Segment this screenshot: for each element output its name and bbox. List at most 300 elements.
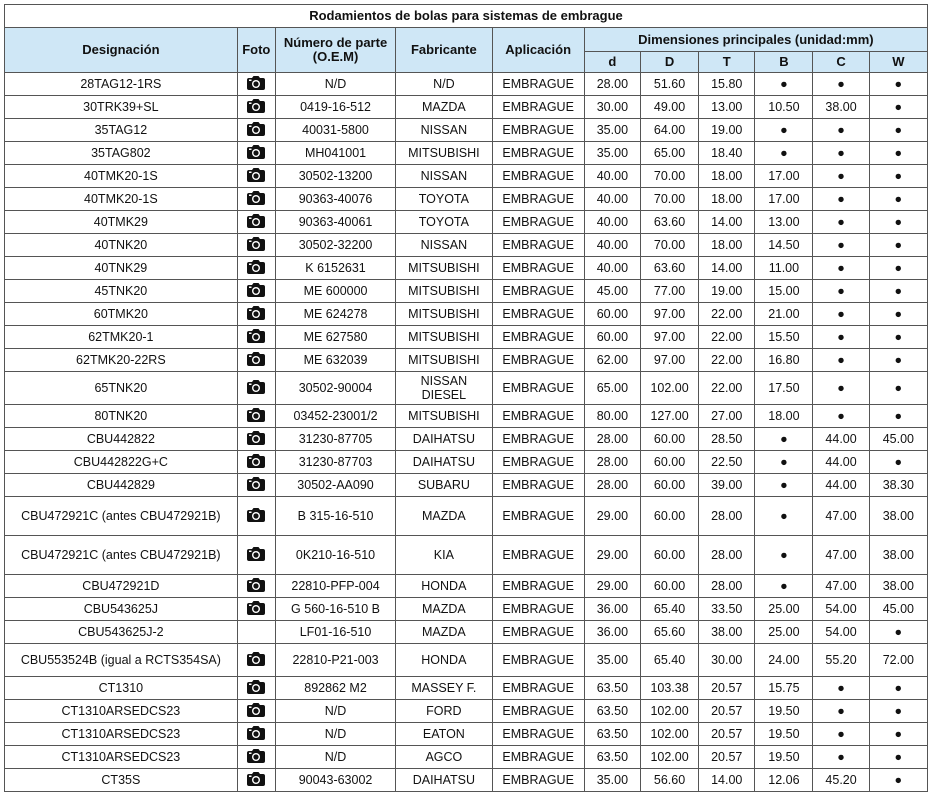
cell-foto[interactable]: [237, 303, 275, 326]
cell-d: 60.00: [584, 326, 640, 349]
cell-T: 30.00: [699, 644, 755, 677]
camera-icon[interactable]: [246, 476, 266, 495]
cell-designacion: 62TMK20-1: [5, 326, 238, 349]
cell-aplicacion: EMBRAGUE: [492, 723, 584, 746]
cell-oem: 30502-32200: [275, 234, 395, 257]
cell-B: 19.50: [755, 700, 813, 723]
cell-B: ●: [755, 536, 813, 575]
cell-fabricante: NISSAN: [396, 165, 492, 188]
cell-d: 35.00: [584, 769, 640, 792]
cell-C: 47.00: [813, 536, 869, 575]
cell-aplicacion: EMBRAGUE: [492, 621, 584, 644]
cell-W: ●: [869, 211, 927, 234]
cell-T: 14.00: [699, 257, 755, 280]
cell-C: ●: [813, 677, 869, 700]
cell-W: 38.30: [869, 474, 927, 497]
cell-d: 80.00: [584, 405, 640, 428]
table-row: [5, 349, 928, 372]
cell-fabricante: TOYOTA: [396, 188, 492, 211]
cell-fabricante: DAIHATSU: [396, 428, 492, 451]
table-row: [5, 234, 928, 257]
cell-T: 20.57: [699, 700, 755, 723]
camera-icon[interactable]: [246, 144, 266, 163]
cell-C: ●: [813, 119, 869, 142]
table-row: [5, 303, 928, 326]
camera-icon[interactable]: [246, 236, 266, 255]
cell-oem: 892862 M2: [275, 677, 395, 700]
cell-T: 22.50: [699, 451, 755, 474]
cell-W: 72.00: [869, 644, 927, 677]
cell-fabricante: MITSUBISHI: [396, 303, 492, 326]
cell-aplicacion: EMBRAGUE: [492, 326, 584, 349]
camera-icon[interactable]: [246, 305, 266, 324]
camera-icon[interactable]: [246, 259, 266, 278]
cell-aplicacion: EMBRAGUE: [492, 497, 584, 536]
table-row: [5, 257, 928, 280]
cell-aplicacion: EMBRAGUE: [492, 142, 584, 165]
cell-foto[interactable]: [237, 428, 275, 451]
cell-designacion: CBU543625J: [5, 598, 238, 621]
camera-icon[interactable]: [246, 651, 266, 670]
cell-foto[interactable]: [237, 349, 275, 372]
cell-T: 22.00: [699, 349, 755, 372]
cell-d: 29.00: [584, 497, 640, 536]
cell-oem: ME 627580: [275, 326, 395, 349]
cell-oem: ME 624278: [275, 303, 395, 326]
header-T: T: [699, 52, 755, 73]
camera-icon[interactable]: [246, 546, 266, 565]
cell-W: ●: [869, 73, 927, 96]
cell-W: ●: [869, 700, 927, 723]
cell-W: ●: [869, 372, 927, 405]
cell-B: ●: [755, 428, 813, 451]
cell-B: 17.00: [755, 165, 813, 188]
cell-fabricante: MASSEY F.: [396, 677, 492, 700]
cell-foto[interactable]: [237, 280, 275, 303]
cell-designacion: 60TMK20: [5, 303, 238, 326]
cell-C: 47.00: [813, 497, 869, 536]
camera-icon[interactable]: [246, 771, 266, 790]
cell-aplicacion: EMBRAGUE: [492, 536, 584, 575]
cell-D-upper: 77.00: [640, 280, 698, 303]
camera-icon[interactable]: [246, 407, 266, 426]
cell-aplicacion: EMBRAGUE: [492, 303, 584, 326]
header-fabricante: Fabricante: [396, 28, 492, 73]
cell-B: 25.00: [755, 621, 813, 644]
cell-foto[interactable]: [237, 73, 275, 96]
cell-D-upper: 60.00: [640, 575, 698, 598]
cell-oem: G 560-16-510 B: [275, 598, 395, 621]
cell-aplicacion: EMBRAGUE: [492, 746, 584, 769]
cell-B: 25.00: [755, 598, 813, 621]
cell-T: 38.00: [699, 621, 755, 644]
cell-C: ●: [813, 280, 869, 303]
cell-fabricante: KIA: [396, 536, 492, 575]
cell-W: ●: [869, 96, 927, 119]
cell-T: 33.50: [699, 598, 755, 621]
cell-foto[interactable]: [237, 474, 275, 497]
cell-W: 38.00: [869, 497, 927, 536]
cell-W: ●: [869, 746, 927, 769]
cell-B: 17.00: [755, 188, 813, 211]
cell-designacion: 80TNK20: [5, 405, 238, 428]
header-numero-parte-line2: (O.E.M): [312, 49, 359, 64]
cell-B: 14.50: [755, 234, 813, 257]
cell-T: 28.00: [699, 536, 755, 575]
cell-T: 18.00: [699, 234, 755, 257]
cell-D-upper: 102.00: [640, 700, 698, 723]
cell-C: 54.00: [813, 598, 869, 621]
cell-fabricante: DAIHATSU: [396, 451, 492, 474]
camera-icon[interactable]: [246, 702, 266, 721]
cell-oem: N/D: [275, 723, 395, 746]
cell-oem: N/D: [275, 700, 395, 723]
cell-foto[interactable]: [237, 723, 275, 746]
cell-C: ●: [813, 188, 869, 211]
cell-W: ●: [869, 165, 927, 188]
cell-fabricante: MAZDA: [396, 96, 492, 119]
cell-aplicacion: EMBRAGUE: [492, 96, 584, 119]
camera-icon[interactable]: [246, 282, 266, 301]
cell-oem: 30502-13200: [275, 165, 395, 188]
cell-oem: MH041001: [275, 142, 395, 165]
cell-d: 35.00: [584, 119, 640, 142]
table-row: [5, 536, 928, 575]
cell-aplicacion: EMBRAGUE: [492, 211, 584, 234]
cell-T: 13.00: [699, 96, 755, 119]
cell-C: 47.00: [813, 575, 869, 598]
cell-oem: B 315-16-510: [275, 497, 395, 536]
cell-fabricante: AGCO: [396, 746, 492, 769]
cell-D-upper: 60.00: [640, 474, 698, 497]
cell-designacion: CBU543625J-2: [5, 621, 238, 644]
cell-D-upper: 97.00: [640, 303, 698, 326]
cell-T: 20.57: [699, 677, 755, 700]
cell-B: 13.00: [755, 211, 813, 234]
cell-designacion: CT1310ARSEDCS23: [5, 700, 238, 723]
cell-T: 20.57: [699, 723, 755, 746]
cell-oem: ME 632039: [275, 349, 395, 372]
cell-W: ●: [869, 349, 927, 372]
table-row: [5, 188, 928, 211]
camera-icon[interactable]: [246, 748, 266, 767]
table-row: [5, 474, 928, 497]
cell-fabricante: SUBARU: [396, 474, 492, 497]
cell-aplicacion: EMBRAGUE: [492, 474, 584, 497]
cell-T: 22.00: [699, 303, 755, 326]
cell-aplicacion: EMBRAGUE: [492, 428, 584, 451]
cell-d: 40.00: [584, 211, 640, 234]
cell-D-upper: 65.00: [640, 142, 698, 165]
cell-fabricante: MITSUBISHI: [396, 280, 492, 303]
cell-W: 38.00: [869, 575, 927, 598]
table-row: [5, 96, 928, 119]
cell-foto[interactable]: [237, 746, 275, 769]
cell-designacion: 62TMK20-22RS: [5, 349, 238, 372]
cell-designacion: CBU553524B (igual a RCTS354SA): [5, 644, 238, 677]
cell-aplicacion: EMBRAGUE: [492, 188, 584, 211]
cell-oem: 90363-40076: [275, 188, 395, 211]
cell-oem: 90043-63002: [275, 769, 395, 792]
cell-fabricante: EATON: [396, 723, 492, 746]
cell-W: 38.00: [869, 536, 927, 575]
cell-aplicacion: EMBRAGUE: [492, 234, 584, 257]
header-dimensiones: Dimensiones principales (unidad:mm): [584, 28, 927, 52]
cell-aplicacion: EMBRAGUE: [492, 451, 584, 474]
cell-B: 12.06: [755, 769, 813, 792]
camera-icon[interactable]: [246, 98, 266, 117]
camera-icon[interactable]: [246, 213, 266, 232]
cell-C: ●: [813, 746, 869, 769]
cell-oem: 22810-PFP-004: [275, 575, 395, 598]
cell-designacion: 28TAG12-1RS: [5, 73, 238, 96]
cell-aplicacion: EMBRAGUE: [492, 700, 584, 723]
cell-W: ●: [869, 677, 927, 700]
cell-d: 63.50: [584, 723, 640, 746]
cell-D-upper: 60.00: [640, 428, 698, 451]
table-row: [5, 326, 928, 349]
cell-designacion: CT35S: [5, 769, 238, 792]
cell-B: ●: [755, 497, 813, 536]
cell-oem: 0K210-16-510: [275, 536, 395, 575]
cell-aplicacion: EMBRAGUE: [492, 677, 584, 700]
cell-C: ●: [813, 303, 869, 326]
cell-B: ●: [755, 451, 813, 474]
cell-C: ●: [813, 211, 869, 234]
cell-fabricante: MAZDA: [396, 621, 492, 644]
camera-icon[interactable]: [246, 351, 266, 370]
cell-d: 29.00: [584, 536, 640, 575]
cell-aplicacion: EMBRAGUE: [492, 769, 584, 792]
cell-W: ●: [869, 257, 927, 280]
cell-oem: 31230-87705: [275, 428, 395, 451]
camera-icon[interactable]: [246, 600, 266, 619]
cell-B: ●: [755, 119, 813, 142]
cell-fabricante: HONDA: [396, 575, 492, 598]
cell-foto[interactable]: [237, 644, 275, 677]
cell-B: ●: [755, 73, 813, 96]
header-D-upper: D: [640, 52, 698, 73]
cell-D-upper: 102.00: [640, 372, 698, 405]
cell-C: ●: [813, 700, 869, 723]
cell-d: 62.00: [584, 349, 640, 372]
cell-C: ●: [813, 723, 869, 746]
camera-icon[interactable]: [246, 379, 266, 398]
cell-C: 44.00: [813, 428, 869, 451]
cell-C: ●: [813, 372, 869, 405]
table-row: [5, 119, 928, 142]
cell-foto[interactable]: [237, 96, 275, 119]
cell-foto[interactable]: [237, 165, 275, 188]
cell-T: 19.00: [699, 280, 755, 303]
cell-d: 28.00: [584, 451, 640, 474]
cell-designacion: 35TAG802: [5, 142, 238, 165]
cell-D-upper: 64.00: [640, 119, 698, 142]
cell-foto[interactable]: [237, 700, 275, 723]
cell-D-upper: 63.60: [640, 257, 698, 280]
cell-fabricante: MITSUBISHI: [396, 257, 492, 280]
cell-W: ●: [869, 405, 927, 428]
cell-B: 10.50: [755, 96, 813, 119]
cell-C: 45.20: [813, 769, 869, 792]
header-W: W: [869, 52, 927, 73]
cell-oem: N/D: [275, 73, 395, 96]
cell-foto[interactable]: [237, 211, 275, 234]
cell-D-upper: 60.00: [640, 536, 698, 575]
cell-B: 17.50: [755, 372, 813, 405]
cell-D-upper: 103.38: [640, 677, 698, 700]
cell-fabricante: MITSUBISHI: [396, 142, 492, 165]
cell-fabricante: DAIHATSU: [396, 769, 492, 792]
cell-W: ●: [869, 621, 927, 644]
cell-D-upper: 102.00: [640, 746, 698, 769]
header-designacion: Designación: [5, 28, 238, 73]
cell-D-upper: 102.00: [640, 723, 698, 746]
cell-d: 63.50: [584, 746, 640, 769]
cell-T: 15.80: [699, 73, 755, 96]
cell-foto[interactable]: [237, 372, 275, 405]
cell-fabricante: NISSAN DIESEL: [396, 372, 492, 405]
cell-foto[interactable]: [237, 536, 275, 575]
table-row: [5, 497, 928, 536]
cell-D-upper: 60.00: [640, 451, 698, 474]
cell-fabricante: TOYOTA: [396, 211, 492, 234]
cell-d: 35.00: [584, 644, 640, 677]
cell-C: 44.00: [813, 451, 869, 474]
cell-C: ●: [813, 73, 869, 96]
cell-d: 63.50: [584, 677, 640, 700]
cell-designacion: CBU472921D: [5, 575, 238, 598]
cell-W: ●: [869, 451, 927, 474]
cell-d: 28.00: [584, 73, 640, 96]
cell-fabricante: MAZDA: [396, 497, 492, 536]
cell-designacion: 40TMK20-1S: [5, 165, 238, 188]
cell-foto[interactable]: [237, 405, 275, 428]
cell-foto: [237, 621, 275, 644]
header-numero-parte-line1: Número de parte: [283, 35, 388, 50]
header-foto: Foto: [237, 28, 275, 73]
cell-T: 22.00: [699, 372, 755, 405]
camera-icon[interactable]: [246, 430, 266, 449]
table-row: [5, 598, 928, 621]
cell-fabricante: NISSAN: [396, 234, 492, 257]
cell-T: 18.00: [699, 165, 755, 188]
cell-aplicacion: EMBRAGUE: [492, 257, 584, 280]
cell-C: ●: [813, 326, 869, 349]
cell-D-upper: 70.00: [640, 165, 698, 188]
cell-C: 55.20: [813, 644, 869, 677]
cell-B: 16.80: [755, 349, 813, 372]
cell-T: 14.00: [699, 211, 755, 234]
camera-icon[interactable]: [246, 167, 266, 186]
cell-B: 19.50: [755, 746, 813, 769]
table-row: [5, 451, 928, 474]
bearing-catalog: [4, 4, 928, 792]
cell-aplicacion: EMBRAGUE: [492, 575, 584, 598]
cell-oem: 31230-87703: [275, 451, 395, 474]
cell-designacion: 40TNK29: [5, 257, 238, 280]
cell-d: 30.00: [584, 96, 640, 119]
table-title: Rodamientos de bolas para sistemas de embrague: [5, 5, 928, 28]
cell-C: ●: [813, 165, 869, 188]
camera-icon[interactable]: [246, 453, 266, 472]
cell-oem: 90363-40061: [275, 211, 395, 234]
cell-T: 18.00: [699, 188, 755, 211]
cell-foto[interactable]: [237, 142, 275, 165]
cell-B: 24.00: [755, 644, 813, 677]
cell-B: 15.50: [755, 326, 813, 349]
cell-D-upper: 97.00: [640, 326, 698, 349]
cell-W: ●: [869, 119, 927, 142]
cell-fabricante: MITSUBISHI: [396, 405, 492, 428]
cell-foto[interactable]: [237, 451, 275, 474]
cell-designacion: 30TRK39+SL: [5, 96, 238, 119]
camera-icon[interactable]: [246, 121, 266, 140]
cell-foto[interactable]: [237, 257, 275, 280]
camera-icon[interactable]: [246, 679, 266, 698]
cell-B: 15.75: [755, 677, 813, 700]
cell-B: ●: [755, 142, 813, 165]
cell-d: 36.00: [584, 598, 640, 621]
cell-foto[interactable]: [237, 769, 275, 792]
cell-W: 45.00: [869, 598, 927, 621]
cell-T: 18.40: [699, 142, 755, 165]
table-row: [5, 746, 928, 769]
cell-d: 36.00: [584, 621, 640, 644]
cell-foto[interactable]: [237, 234, 275, 257]
cell-designacion: 40TMK20-1S: [5, 188, 238, 211]
camera-icon[interactable]: [246, 577, 266, 596]
cell-T: 27.00: [699, 405, 755, 428]
camera-icon[interactable]: [246, 190, 266, 209]
cell-designacion: CT1310: [5, 677, 238, 700]
cell-foto[interactable]: [237, 497, 275, 536]
cell-designacion: CBU442822: [5, 428, 238, 451]
cell-d: 40.00: [584, 188, 640, 211]
cell-D-upper: 56.60: [640, 769, 698, 792]
cell-D-upper: 60.00: [640, 497, 698, 536]
header-C: C: [813, 52, 869, 73]
cell-D-upper: 65.60: [640, 621, 698, 644]
cell-designacion: CBU442829: [5, 474, 238, 497]
table-row: [5, 73, 928, 96]
camera-icon[interactable]: [246, 75, 266, 94]
cell-designacion: 45TNK20: [5, 280, 238, 303]
camera-icon[interactable]: [246, 725, 266, 744]
cell-W: 45.00: [869, 428, 927, 451]
camera-icon[interactable]: [246, 507, 266, 526]
cell-foto[interactable]: [237, 575, 275, 598]
cell-foto[interactable]: [237, 677, 275, 700]
cell-foto[interactable]: [237, 326, 275, 349]
table-row: [5, 405, 928, 428]
cell-T: 28.00: [699, 497, 755, 536]
cell-B: 21.00: [755, 303, 813, 326]
cell-D-upper: 70.00: [640, 234, 698, 257]
camera-icon[interactable]: [246, 328, 266, 347]
cell-T: 14.00: [699, 769, 755, 792]
header-d: d: [584, 52, 640, 73]
cell-oem: 03452-23001/2: [275, 405, 395, 428]
cell-foto[interactable]: [237, 188, 275, 211]
cell-designacion: CBU472921C (antes CBU472921B): [5, 497, 238, 536]
cell-C: ●: [813, 349, 869, 372]
cell-foto[interactable]: [237, 119, 275, 142]
cell-foto[interactable]: [237, 598, 275, 621]
table-row: [5, 677, 928, 700]
cell-D-upper: 70.00: [640, 188, 698, 211]
table-row: [5, 211, 928, 234]
